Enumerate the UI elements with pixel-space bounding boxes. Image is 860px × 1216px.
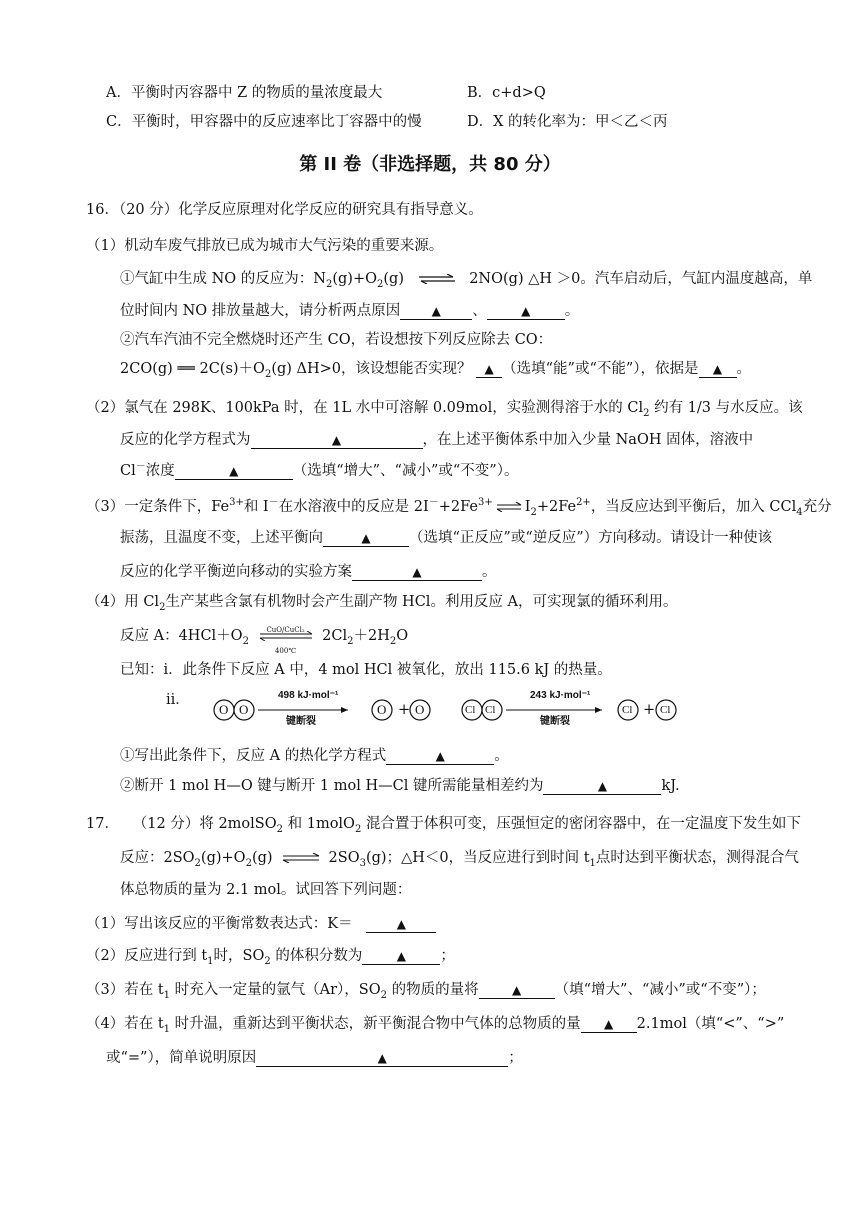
text: （3）若在 t xyxy=(86,982,164,998)
text: （填“增大”、“减小”或“不变”）； xyxy=(554,982,766,998)
q17-sub1 xyxy=(86,914,436,934)
atom-cl-label: Cl xyxy=(622,704,633,716)
equilibrium-arrow-icon xyxy=(281,853,321,863)
break-label-o2: 键断裂 xyxy=(286,716,316,727)
q16-part2c: Cl－浓度 ▲ （选填“增大”、“减小”或“不变”）。 xyxy=(120,461,519,479)
text: 。 xyxy=(736,361,752,377)
answer-blank[interactable]: ▲ xyxy=(543,777,661,795)
q16-part1-1: ①气缸中生成 NO 的反应为：$N_2(g)+O_2(g)$ 2NO(g) △H ＞0。汽车启动后，气缸内温度越高，单 xyxy=(120,271,813,290)
text: 2Cl xyxy=(322,628,348,644)
q16-part3c xyxy=(120,562,497,582)
q16-part4-2 xyxy=(120,776,680,796)
text: （4）用 Cl xyxy=(86,594,160,610)
atom-cl-label: Cl xyxy=(485,704,496,716)
option-c: C．平衡时，甲容器中的反应速率比丁容器中的慢 xyxy=(106,114,422,130)
text: 时，SO xyxy=(213,948,265,964)
option-a: A．平衡时丙容器中 Z 的物质的量浓度最大 xyxy=(106,85,383,101)
text: 反应的化学方程式为 xyxy=(120,432,251,448)
option-b: B．c+d>Q xyxy=(467,85,546,101)
text: 浓度 xyxy=(145,463,175,479)
atom-cl-label: Cl xyxy=(465,704,476,716)
text: 和 I xyxy=(243,499,269,515)
bond-energy-o2: 498 kJ·mol⁻¹ xyxy=(278,690,339,701)
text: ； xyxy=(508,1050,523,1066)
q16-part1-1b xyxy=(120,301,579,321)
answer-blank[interactable]: ▲ xyxy=(323,529,409,547)
catalyst-arrow xyxy=(258,626,314,655)
q17-line2: 反应：$2SO_2(g)+O_2(g)$ $2SO_3(g)$；△H＜0，当反应进行到时间 $t_1$点时达到平衡状态，测得混合气 xyxy=(120,850,799,869)
answer-blank[interactable]: ▲ xyxy=(581,1015,637,1033)
equilibrium-arrow-icon xyxy=(417,274,457,284)
text: 。 xyxy=(494,748,509,764)
atom-cl-label: Cl xyxy=(660,704,671,716)
text: 的体积分数为 xyxy=(275,948,363,964)
text: （选填“能”或“不能”），依据是 xyxy=(502,361,699,377)
text: （2）反应进行到 t xyxy=(86,948,208,964)
answer-blank[interactable]: ▲ xyxy=(256,1049,508,1067)
q16-part1-2b: 2CO(g) ══ $2C(s)+O_2(g)$ ΔH>0，该设想能否实现？ ▲ （选填“能”或“不能”），依据是 ▲ 。 xyxy=(120,361,752,380)
text: Cl xyxy=(120,463,136,479)
q16-part4-1 xyxy=(120,746,509,766)
text: 生产某些含氯有机物时会产生副产物 HCl。利用反应 A，可实现氯的循环利用。 xyxy=(165,594,678,610)
text: 点时达到平衡状态，测得混合气 xyxy=(595,850,799,866)
text: 时充入一定量的氩气（Ar），SO xyxy=(174,982,381,998)
text: ①写出此条件下，反应 A 的热化学方程式 xyxy=(120,748,387,764)
text: (g) xyxy=(251,850,273,866)
q17-number: 17． xyxy=(86,816,119,832)
text: （选填“增大”、“减小”或“不变”）。 xyxy=(292,463,519,479)
known-ii-label: ⅱ． xyxy=(166,692,190,708)
text: ，在上述平衡体系中加入少量 NaOH 固体，溶液中 xyxy=(422,432,754,448)
answer-blank[interactable]: ▲ xyxy=(476,360,502,378)
answer-blank[interactable]: ▲ xyxy=(366,915,436,933)
text: O xyxy=(396,628,409,644)
answer-blank[interactable]: ▲ xyxy=(487,302,565,320)
q17-sub4: （4）若在 $t_1$ 时升温，重新达到平衡状态，新平衡混合物中气体的总物质的量 ▲ 2.1mol（填“<”、“>” xyxy=(86,1016,785,1035)
text: +2Fe xyxy=(536,499,577,515)
q16-part4: （4）用 $Cl_2$生产某些含氯有机物时会产生副产物 HCl。利用反应 A，可实现氯的循环利用。 xyxy=(86,594,678,613)
answer-blank[interactable]: ▲ xyxy=(352,563,482,581)
q17-line1: 17． （12 分）将 2molSO$_2$ 和 1molO$_2$ 混合置于体积可变，压强恒定的密闭容器中，在一定温度下发生如下 xyxy=(86,816,801,835)
atom-o-label: O xyxy=(377,702,387,717)
text: 振荡，且温度不变，上述平衡向 xyxy=(120,530,323,546)
q16-part2: （2）氯气在 298K、100kPa 时，在 1L 水中可溶解 0.09mol，实验测得溶于水的 $Cl_2$ 约有 1/3 与水反应。该 xyxy=(86,400,803,419)
text: (g) ΔH>0，该设想能否实现？ xyxy=(271,361,472,377)
atom-o-label: O xyxy=(239,702,249,717)
text: （4）若在 t xyxy=(86,1016,164,1032)
reaction-a: 反应 A：$4HCl+O_2$ CuO/CuCl₂ 400℃ $2Cl_2+2H_2O$ xyxy=(120,626,408,646)
text: 反应的化学平衡逆向移动的实验方案 xyxy=(120,564,352,580)
atom-o-label: O xyxy=(219,702,229,717)
plus-sign: + xyxy=(398,702,411,718)
answer-blank[interactable]: ▲ xyxy=(362,947,440,965)
q16-part3: （3）一定条件下，$Fe^{3+}$和 I－在水溶液中的反应是 $2I^-+2Fe^{3+}$ $I_2+2Fe^{2+}$，当反应达到平衡后，加入 CCl$_4$充分 xyxy=(86,497,832,518)
text: （1）写出该反应的平衡常数表达式：K＝ xyxy=(86,916,353,932)
text: 。 xyxy=(482,564,497,580)
text: I xyxy=(524,499,531,515)
text: ； xyxy=(440,948,455,964)
equilibrium-arrow-icon xyxy=(258,631,314,641)
text: ，当反应达到平衡后，加入 CCl xyxy=(590,499,797,515)
text: ＋2H xyxy=(353,628,390,644)
text: 2CO(g) ══ 2C(s)＋O xyxy=(120,361,265,377)
answer-blank[interactable]: ▲ xyxy=(699,360,737,378)
q16-part1: （1）机动车废气排放已成为城市大气污染的重要来源。 xyxy=(86,238,444,254)
text: 位时间内 NO 排放量越大，请分析两点原因 xyxy=(120,303,401,319)
known-i: 已知：ⅰ．此条件下反应 A 中，4 mol HCl 被氧化，放出 115.6 kJ 的热量。 xyxy=(120,662,612,678)
q16-part3b xyxy=(120,528,772,548)
text: （选填“正反应”或“逆反应”）方向移动。请设计一种使该 xyxy=(409,530,773,546)
section-title: 第 II 卷（非选择题，共 80 分） xyxy=(299,154,561,175)
answer-blank[interactable]: ▲ xyxy=(386,747,494,765)
text: （12 分）将 2molSO xyxy=(132,816,277,832)
text: 或“=”），简单说明原因 xyxy=(106,1050,257,1066)
q17-sub2: （2）反应进行到 $t_1$时，$SO_2$ 的体积分数为 ▲ ； xyxy=(86,948,455,967)
text: 、 xyxy=(472,303,487,319)
text: 的物质的量将 xyxy=(391,982,479,998)
text: 约有 1/3 与水反应。该 xyxy=(654,400,803,416)
answer-blank[interactable]: ▲ xyxy=(479,981,555,999)
q16-part2b xyxy=(120,430,753,450)
atom-o-label: O xyxy=(415,702,425,717)
text: kJ. xyxy=(661,778,680,794)
q16-part1-2: ②汽车汽油不完全燃烧时还产生 CO，若设想按下列反应除去 CO： xyxy=(120,332,553,348)
answer-blank[interactable]: ▲ xyxy=(251,431,423,449)
text: 2NO(g) △H ＞0。汽车启动后，气缸内温度越高，单 xyxy=(469,271,813,287)
q16-header xyxy=(86,200,483,220)
equilibrium-arrow-icon xyxy=(495,502,523,512)
text: 时升温，重新达到平衡状态，新平衡混合物中气体的总物质的量 xyxy=(174,1016,581,1032)
text: 和 1molO xyxy=(287,816,355,832)
answer-blank[interactable]: ▲ xyxy=(400,302,472,320)
plus-sign: + xyxy=(643,702,656,718)
option-d: D．X 的转化率为：甲＜乙＜丙 xyxy=(467,114,668,130)
answer-blank[interactable]: ▲ xyxy=(175,462,293,480)
text: 2.1mol（填“<”、“>” xyxy=(636,1016,785,1032)
text: 充分 xyxy=(802,499,832,515)
text: 2SO xyxy=(328,850,360,866)
text: ②断开 1 mol H—O 键与断开 1 mol H—Cl 键所需能量相差约为 xyxy=(120,778,544,794)
catalyst-label: CuO/CuCl₂ xyxy=(266,626,305,634)
text: 混合置于体积可变，压强恒定的密闭容器中，在一定温度下发生如下 xyxy=(365,816,801,832)
text: 在水溶液中的反应是 2I xyxy=(278,499,429,515)
text: (g)；△H＜0，当反应进行到时间 t xyxy=(365,850,590,866)
q17-sub3: （3）若在 $t_1$ 时充入一定量的氩气（Ar），$SO_2$ 的物质的量将 ▲ （填“增大”、“减小”或“不变”）； xyxy=(86,982,766,1001)
q16-number: 16． xyxy=(86,202,119,218)
text: (g)+O xyxy=(200,850,246,866)
text: ①气缸中生成 NO 的反应为：N xyxy=(120,271,326,287)
break-label-cl2: 键断裂 xyxy=(540,716,570,727)
text: +2Fe xyxy=(438,499,478,515)
text: （2）氯气在 298K、100kPa 时，在 1L 水中可溶解 0.09mol，实验测得溶于水的 Cl xyxy=(86,400,644,416)
text: 反应 A：4HCl＋O xyxy=(120,628,243,644)
q16-score: （20 分）化学反应原理对化学反应的研究具有指导意义。 xyxy=(118,202,483,218)
q17-sub4b xyxy=(106,1048,523,1068)
text: （3）一定条件下，Fe xyxy=(86,499,230,515)
temperature-label: 400℃ xyxy=(274,647,297,655)
bond-energy-cl2: 243 kJ·mol⁻¹ xyxy=(530,690,591,701)
q17-line3: 体总物质的量为 2.1 mol。试回答下列问题： xyxy=(120,882,412,898)
text: 反应：2SO xyxy=(120,850,195,866)
text: 。 xyxy=(564,303,580,319)
